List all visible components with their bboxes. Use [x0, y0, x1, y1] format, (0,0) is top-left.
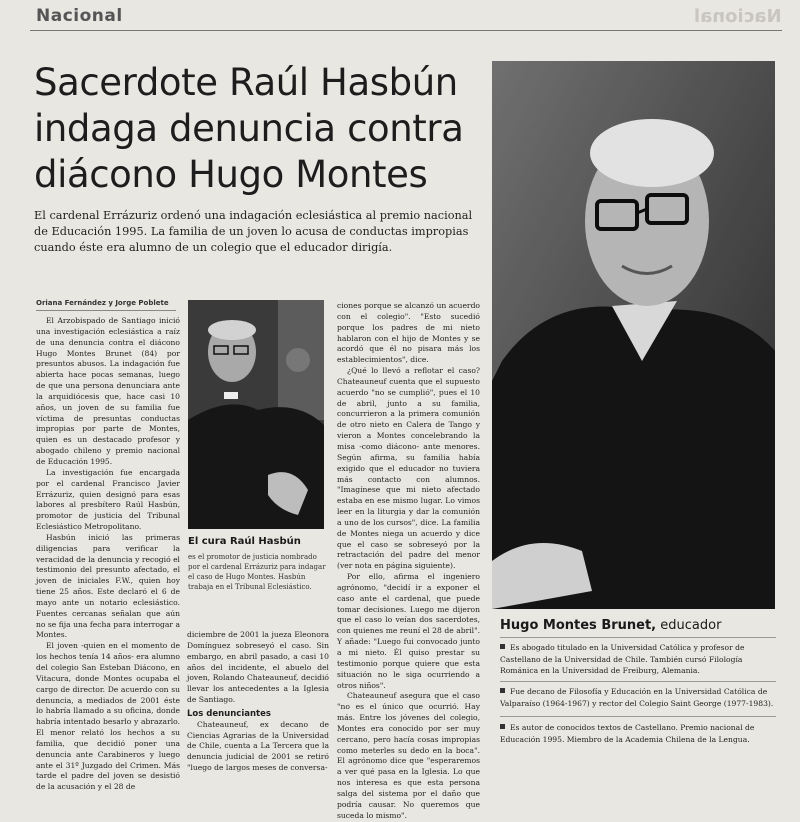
bio-text: Es abogado titulado en la Universidad Católica y profesor de Castellano de la Universidad de Chile. También cursó Filología Románica en la Universidad de Freiburg, Alemania. — [500, 643, 745, 675]
col1-paragraph: El joven -quien en el momento de los hechos tenía 14 años- era alumno del colegio San Esteban Diácono, en Vitacura, donde Montes ocupaba el cargo de director. De acuerdo con su denuncia, a mediados de 2001 éste lo habría llamado a su oficina, donde habría intentado besarlo y abrazarlo. El menor relató los hechos a su familia, que decidió poner una denuncia ante Carabineros y luego ante el 31º Juzgado del Crimen. Más tarde el padre del joven se desistió de la acusación y el 28 de — [36, 641, 180, 792]
col3-paragraph: ciones porque se alcanzó un acuerdo con el colegio". "Esto sucedió porque los padres de mi nieto hablaron con el hijo de Montes y se acordó que él no pisara más los establecimientos", dice. — [337, 301, 480, 365]
photo-hugo-montes — [492, 61, 775, 609]
bio-item — [500, 686, 778, 709]
headline-line-2: indaga denuncia contra — [34, 107, 464, 150]
caption-big-name: Hugo Montes Brunet, — [500, 618, 657, 633]
col1-paragraph: El Arzobispado de Santiago inició una investigación eclesiástica a raíz de una denuncia contra el diácono Hugo Montes Brunet (84) por presuntos abusos. La indagación fue abierta hace pocas semanas, luego de que una persona denunciara ante la arquidiócesis que, hace casi 10 años, un joven de su familia fue víctima de presuntas conductas impropias por parte de Montes, quien es un destacado profesor y abogado chileno y premio nacional de Educación 1995. — [36, 316, 180, 466]
byline: Oriana Fernández y Jorge Poblete — [36, 299, 169, 307]
byline-rule — [36, 310, 176, 311]
lead-paragraph: El cardenal Errázuriz ordenó una indagación eclesiástica al premio nacional de Educación 1995. La familia de un joven lo acusa de conductas impropias cuando éste era alumno de un colegio que el educador dirigía. — [34, 209, 473, 254]
bullet-square-icon — [500, 688, 505, 693]
bio-item — [500, 722, 778, 745]
subhead-denunciantes: Los denunciantes — [187, 708, 271, 719]
section-label-bleedthrough: Nacional — [694, 6, 782, 27]
headline — [34, 60, 482, 198]
col3-paragraph: ¿Qué lo llevó a reflotar el caso? Chateauneuf cuenta que el supuesto acuerdo "no se cumplió", pues el 10 de abril, junto a su familia, concurrieron a la primera comunión de otro nieto en Calera de Tango y vieron a Montes concelebrando la misa -como diácono- ante menores. Según afirma, su familia había exigido que el educador no tuviera más contacto con alumnos. "Imagínese que mi nieto afectado estaba en ese mismo lugar. Lo vimos leer en la liturgia y dar la comunión a uno de los cursos", dice. La familia de Montes niega un acuerdo y dice que el caso se sobreseyó por la retractación del padre del menor (ver nota en página siguiente). — [337, 366, 480, 571]
headline-line-3: diácono Hugo Montes — [34, 153, 428, 196]
article-column-1 — [36, 316, 180, 792]
photo-raul-hasbun — [188, 300, 324, 529]
col1-paragraph: La investigación fue encargada por el cardenal Francisco Javier Errázuriz, quien designó para esas labores al presbítero Raúl Hasbún, promotor de justicia del Tribunal Eclesiástico Metropolitano. — [36, 467, 180, 532]
col2-paragraph: diciembre de 2001 la jueza Eleonora Domínguez sobreseyó el caso. Sin embargo, en abril pasado, a casi 10 años del incidente, el abuelo del joven, Rolando Chateauneuf, decidió llevar los antecedentes a la Iglesia de Santiago. — [187, 630, 329, 705]
caption-big-title — [500, 618, 721, 633]
bio-item — [500, 642, 778, 677]
bullet-square-icon — [500, 644, 505, 649]
caption-small-text: es el promotor de justicia nombrado por el cardenal Errázuriz para indagar el caso de Hugo Montes. Hasbún trabaja en el Tribunal Eclesiástico. — [188, 553, 326, 591]
bio-rule — [500, 716, 776, 717]
article-column-3 — [337, 301, 480, 820]
headline-line-1: Sacerdote Raúl Hasbún — [34, 61, 458, 104]
caption-small-title: El cura Raúl Hasbún — [188, 536, 301, 547]
caption-big-role: educador — [660, 618, 722, 633]
top-rule — [30, 30, 782, 31]
section-label: Nacional — [36, 6, 123, 26]
col3-paragraph: Por ello, afirma el ingeniero agrónomo, "decidí ir a exponer el caso ante el cardenal, que puede tomar decisiones. Luego me dijeron que el caso lo veían dos sacerdotes, con quienes me reuní el 28 de abril". Y añade: "Luego fui convocado junto a mi nieto. Él quiso prestar su testimonio porque quiere que esta situación no le siga ocurriendo a otros niños". — [337, 572, 480, 690]
col2-paragraph: Chateauneuf, ex decano de Ciencias Agrarias de la Universidad de Chile, cuenta a La Tercera que la denuncia judicial de 2001 se retiró "luego de largos meses de conversa- — [187, 719, 329, 773]
bio-text: Fue decano de Filosofía y Educación en la Universidad Católica de Valparaíso (1964-1967) y rector del Colegio Saint George (1977-1983). — [500, 687, 774, 708]
col1-paragraph: Hasbún inició las primeras diligencias para verificar la veracidad de la denuncia y recogió el testimonio del presunto afectado, el joven de iniciales F.W., quien hoy tiene 25 años. Este declaró el 6 de mayo ante un notario eclesiástico. Fuentes cercanas señalan que aún no se fija una fecha para interrogar a Montes. — [36, 532, 180, 640]
bio-rule — [500, 637, 776, 638]
article-column-2 — [187, 630, 329, 788]
col3-paragraph: Chateauneuf asegura que el caso "no es el único que ocurrió. Hay más. Entre los jóvenes del colegio, Montes era conocido por ser muy cercano, pero hacía cosas impropias como meterles su dedo en la boca". El agrónomo dice que "esperaremos a ver qué pasa en la Iglesia. Lo que nos interesa es que esta persona salga del sistema por el daño que podría causar. No queremos que suceda lo mismo". — [337, 691, 480, 820]
bio-rule — [500, 681, 776, 682]
bio-text: Es autor de conocidos textos de Castellano. Premio nacional de Educación 1995. Miembro de la Academia Chilena de la Lengua. — [500, 723, 755, 744]
bullet-square-icon — [500, 724, 505, 729]
